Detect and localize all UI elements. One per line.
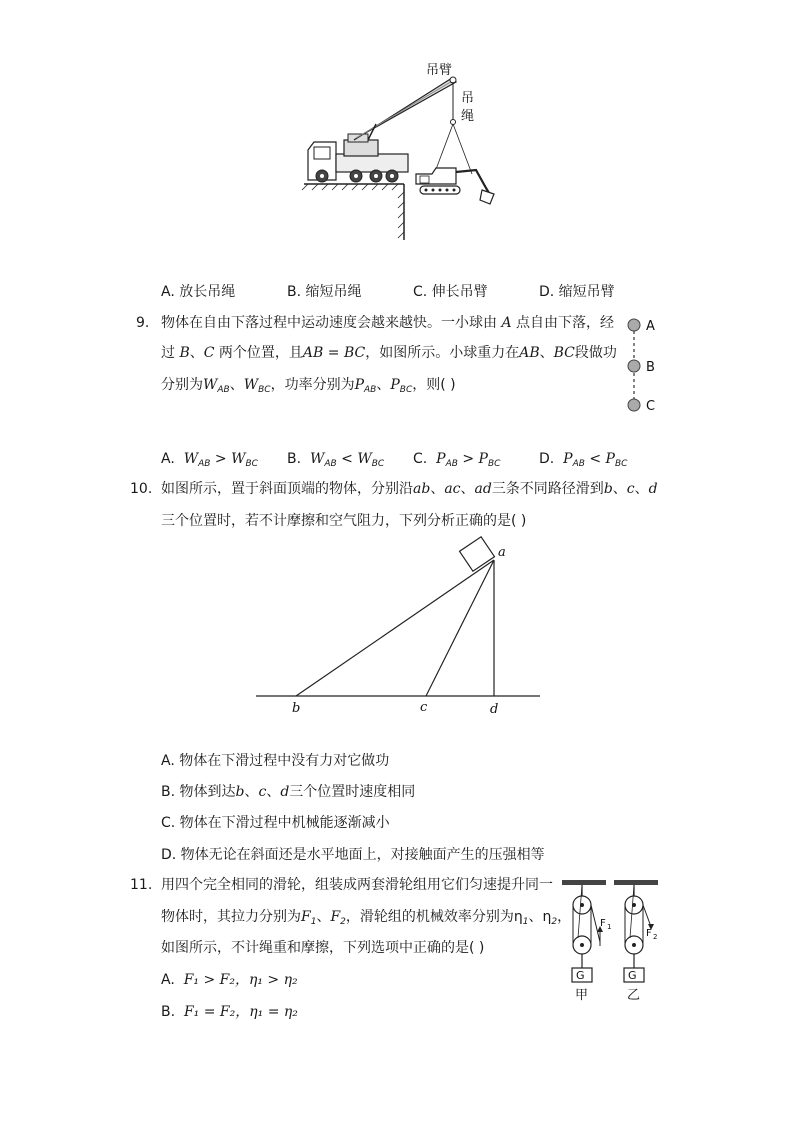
q8-option-d[interactable]: D. 缩短吊臂 <box>539 284 615 300</box>
q9-line-2: 过 B、C 两个位置，且AB = BC，如图所示。小球重力在AB、BC段做功 <box>161 345 617 361</box>
q10-option-b[interactable]: B. 物体到达b、c、d三个位置时速度相同 <box>161 784 416 800</box>
q8-option-c[interactable]: C. 伸长吊臂 <box>413 284 488 300</box>
ball-label-a: A <box>646 319 655 334</box>
incline-figure <box>252 534 544 720</box>
pulley-jia-label: 甲 <box>575 988 589 1003</box>
q11-option-b[interactable]: B. F₁ = F₂，η₁ = η₂ <box>161 1004 298 1020</box>
q9-option-c[interactable]: C. $P_{AB} > P_{BC}$ <box>413 451 501 469</box>
crane-label-rope-1: 吊 <box>461 91 475 106</box>
q8-option-a[interactable]: A. 放长吊绳 <box>161 284 236 300</box>
q9-line-1: 物体在自由下落过程中运动速度会越来越快。一小球由 A 点自由下落，经 <box>161 315 615 331</box>
crane-figure <box>296 58 506 243</box>
pulley-yi-weight-label: G <box>628 969 637 982</box>
q9-number: 9. <box>136 315 150 331</box>
ball-label-c: C <box>646 399 656 414</box>
q11-number: 11. <box>130 877 153 893</box>
q10-number: 10. <box>130 481 153 497</box>
pulley-jia-weight-label: G <box>576 969 585 982</box>
q9-option-d[interactable]: D. $P_{AB} < P_{BC}$ <box>539 451 628 469</box>
incline-label-b: b <box>292 701 301 716</box>
ball-b-icon <box>628 360 640 372</box>
pulley-jia-force-label: F <box>600 918 606 929</box>
pulley-jia-force-sub: 1 <box>607 923 612 931</box>
q9-line-3: 分别为$W_{AB}$、$W_{BC}$，功率分别为$P_{AB}$、$P_{BC}$，则( ) <box>161 377 456 395</box>
q8-option-b[interactable]: B. 缩短吊绳 <box>287 284 362 300</box>
ball-a-icon <box>628 319 640 331</box>
q9-option-b[interactable]: B. $W_{AB} < W_{BC}$ <box>287 451 385 469</box>
ball-label-b: B <box>646 360 655 375</box>
q11-line-2: 物体时，其拉力分别为$F_1$、$F_2$，滑轮组的机械效率分别为$\eta_1$、$\eta_2$， <box>161 909 572 927</box>
incline-label-d: d <box>490 702 499 717</box>
incline-label-a: a <box>498 545 506 560</box>
ball-c-icon <box>628 399 640 411</box>
crane-label-arm: 吊臂 <box>426 63 453 78</box>
q10-line-2: 三个位置时，若不计摩擦和空气阻力，下列分析正确的是( ) <box>161 513 527 529</box>
falling-ball-figure <box>622 313 672 415</box>
incline-label-c: c <box>420 700 428 715</box>
q11-line-1: 用四个完全相同的滑轮，组装成两套滑轮组用它们匀速提升同一 <box>161 877 553 893</box>
pulley-yi-force-sub: 2 <box>653 933 658 941</box>
q10-option-c[interactable]: C. 物体在下滑过程中机械能逐渐减小 <box>161 815 390 831</box>
pulley-figure <box>560 878 664 1008</box>
q11-line-3: 如图所示，不计绳重和摩擦，下列选项中正确的是( ) <box>161 940 485 956</box>
q9-option-a[interactable]: A. $W_{AB} > W_{BC}$ <box>161 451 258 469</box>
block-icon <box>460 537 495 571</box>
q10-line-1: 如图所示，置于斜面顶端的物体，分别沿ab、ac、ad三条不同路径滑到b、c、d <box>161 481 658 497</box>
q10-option-d[interactable]: D. 物体无论在斜面还是水平地面上，对接触面产生的压强相等 <box>161 847 545 863</box>
pulley-yi-force-label: F <box>646 928 652 939</box>
pulley-yi-label: 乙 <box>627 988 641 1003</box>
q11-option-a[interactable]: A. F₁ > F₂，η₁ > η₂ <box>161 972 298 988</box>
crane-label-rope-2: 绳 <box>461 109 475 124</box>
q10-option-a[interactable]: A. 物体在下滑过程中没有力对它做功 <box>161 753 390 769</box>
